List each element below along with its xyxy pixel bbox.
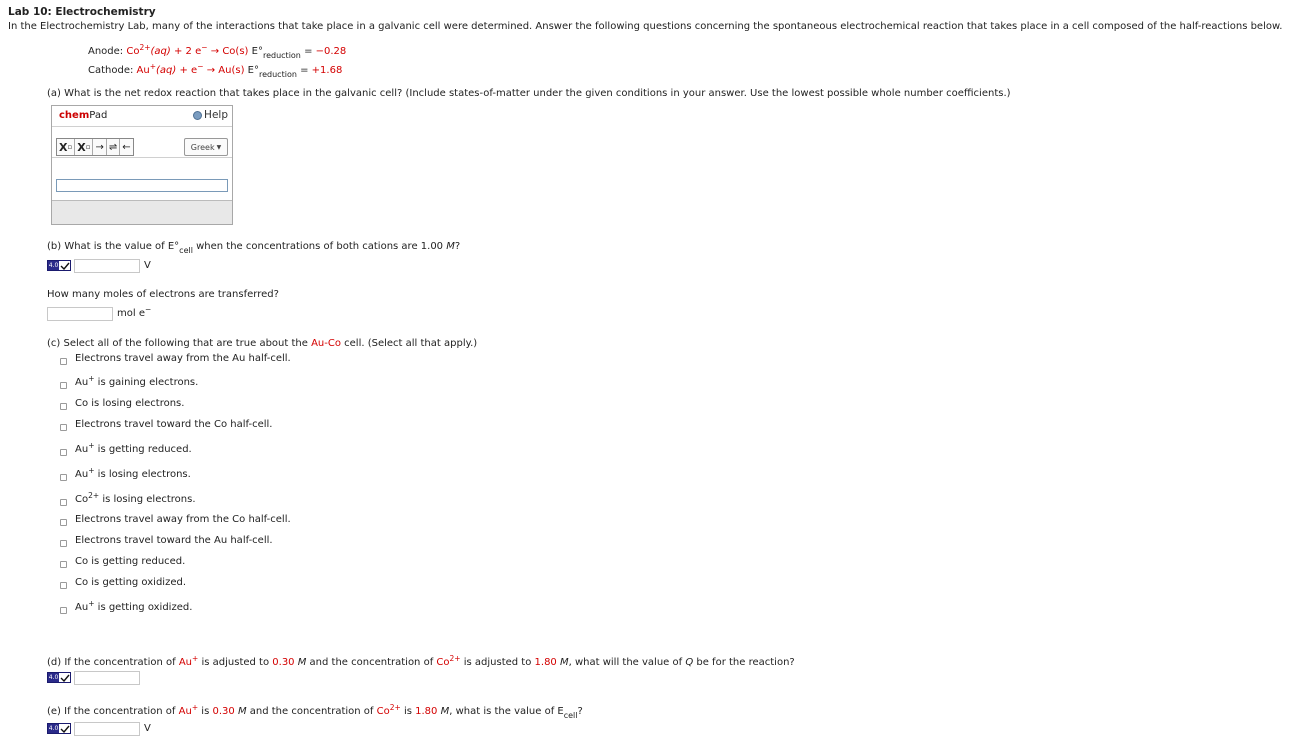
option-label: Electrons travel away from the Co half-cell.: [75, 514, 291, 525]
option-label: Co is losing electrons.: [75, 398, 185, 409]
cathode-e-value: +1.68: [311, 65, 343, 76]
checkmark-icon: [59, 261, 70, 270]
superscript-button[interactable]: X ▫: [75, 139, 93, 155]
option-checkbox[interactable]: [60, 358, 67, 365]
option-checkbox[interactable]: [60, 403, 67, 410]
option-label: $Co^{2+}$ is losing electrons.: [75, 491, 196, 505]
chempad-editor: [51, 105, 233, 225]
help-button[interactable]: Help: [193, 109, 228, 121]
option-label: Co is getting oxidized.: [75, 577, 186, 588]
caret-down-icon: ▼: [216, 143, 222, 151]
chempad-brand: chemPad: [59, 110, 108, 121]
help-icon: [193, 111, 202, 120]
question-a: (a) What is the net redox reaction that takes place in the galvanic cell? (Include states-of-matter under the given conditions in your answer. Use the lowest possible whole number coefficients.): [47, 88, 1011, 99]
option-checkbox[interactable]: [60, 607, 67, 614]
intro-text: In the Electrochemistry Lab, many of the interactions that take place in a galvanic cell were determined. Answer the following questions concerning the spontaneous electrochemical reaction that takes place in a cell composed of the half-reactions below.: [8, 21, 1283, 32]
option-checkbox[interactable]: [60, 499, 67, 506]
ecell-input[interactable]: [74, 259, 140, 273]
question-e: (e) If the concentration of Au+ is 0.30 M and the concentration of $Co^{2+}$ is 1.80 M, what is the value of $E_{cell}$?: [47, 703, 583, 720]
option-checkbox[interactable]: [60, 540, 67, 547]
equilibrium-arrow-button[interactable]: ⇌: [107, 139, 120, 155]
option-checkbox[interactable]: [60, 582, 67, 589]
option-checkbox[interactable]: [60, 424, 67, 431]
moles-input[interactable]: [47, 307, 113, 321]
chempad-input[interactable]: [56, 179, 228, 192]
question-d: (d) If the concentration of Au+ is adjusted to 0.30 M and the concentration of $Co^{2+}$ is adjusted to 1.80 M, what will the value of Q be for the reaction?: [47, 654, 795, 668]
page-title: Lab 10: Electrochemistry: [8, 6, 156, 18]
option-checkbox[interactable]: [60, 519, 67, 526]
right-arrow-button[interactable]: →: [93, 139, 106, 155]
left-arrow-button[interactable]: ←: [120, 139, 132, 155]
anode-reaction: Anode: $Co^{2+}(aq) + 2$ e− → Co(s) $E^\circ_{reduction} = -0.28$: [88, 43, 347, 60]
ecell-unit: V: [144, 260, 151, 271]
checkmark-icon: [59, 673, 70, 682]
option-checkbox[interactable]: [60, 449, 67, 456]
greek-dropdown[interactable]: Greek ▼: [184, 138, 228, 156]
option-checkbox[interactable]: [60, 382, 67, 389]
subscript-button[interactable]: X ▫: [57, 139, 75, 155]
option-label: Au+ is gaining electrons.: [75, 374, 199, 388]
answer-badge: 4.0: [47, 260, 71, 271]
toolbar-button-group: [56, 138, 134, 156]
option-checkbox[interactable]: [60, 561, 67, 568]
q-input[interactable]: [74, 671, 140, 685]
option-label: Co is getting reduced.: [75, 556, 186, 567]
question-b: (b) What is the value of $E^\circ_{cell}$ when the concentrations of both cations are 1.00 M?: [47, 241, 461, 255]
cathode-reaction: Cathode: Au+(aq) + e− → Au(s) $E^\circ_{reduction} = +1.68$: [88, 62, 343, 79]
option-checkbox[interactable]: [60, 474, 67, 481]
moles-question: How many moles of electrons are transferred?: [47, 289, 279, 300]
ecell-nonstandard-unit: V: [144, 723, 151, 734]
answer-badge: 4.0: [47, 672, 71, 683]
option-label: Electrons travel away from the Au half-cell.: [75, 353, 291, 364]
moles-unit: mol e−: [117, 305, 152, 319]
option-label: Au+ is getting oxidized.: [75, 599, 193, 613]
chempad-edit-area: [52, 158, 232, 201]
chempad-toolbar: [52, 127, 232, 158]
option-label: Au+ is getting reduced.: [75, 441, 192, 455]
option-label: Electrons travel toward the Au half-cell.: [75, 535, 273, 546]
ecell-nonstandard-input[interactable]: [74, 722, 140, 736]
chempad-header: [52, 106, 232, 127]
option-label: Au+ is losing electrons.: [75, 466, 191, 480]
checkmark-icon: [59, 724, 70, 733]
answer-badge: 4.0: [47, 723, 71, 734]
anode-e-value: −0.28: [315, 46, 347, 57]
option-label: Electrons travel toward the Co half-cell.: [75, 419, 273, 430]
question-c: (c) Select all of the following that are true about the Au-Co cell. (Select all that apply.): [47, 338, 478, 349]
